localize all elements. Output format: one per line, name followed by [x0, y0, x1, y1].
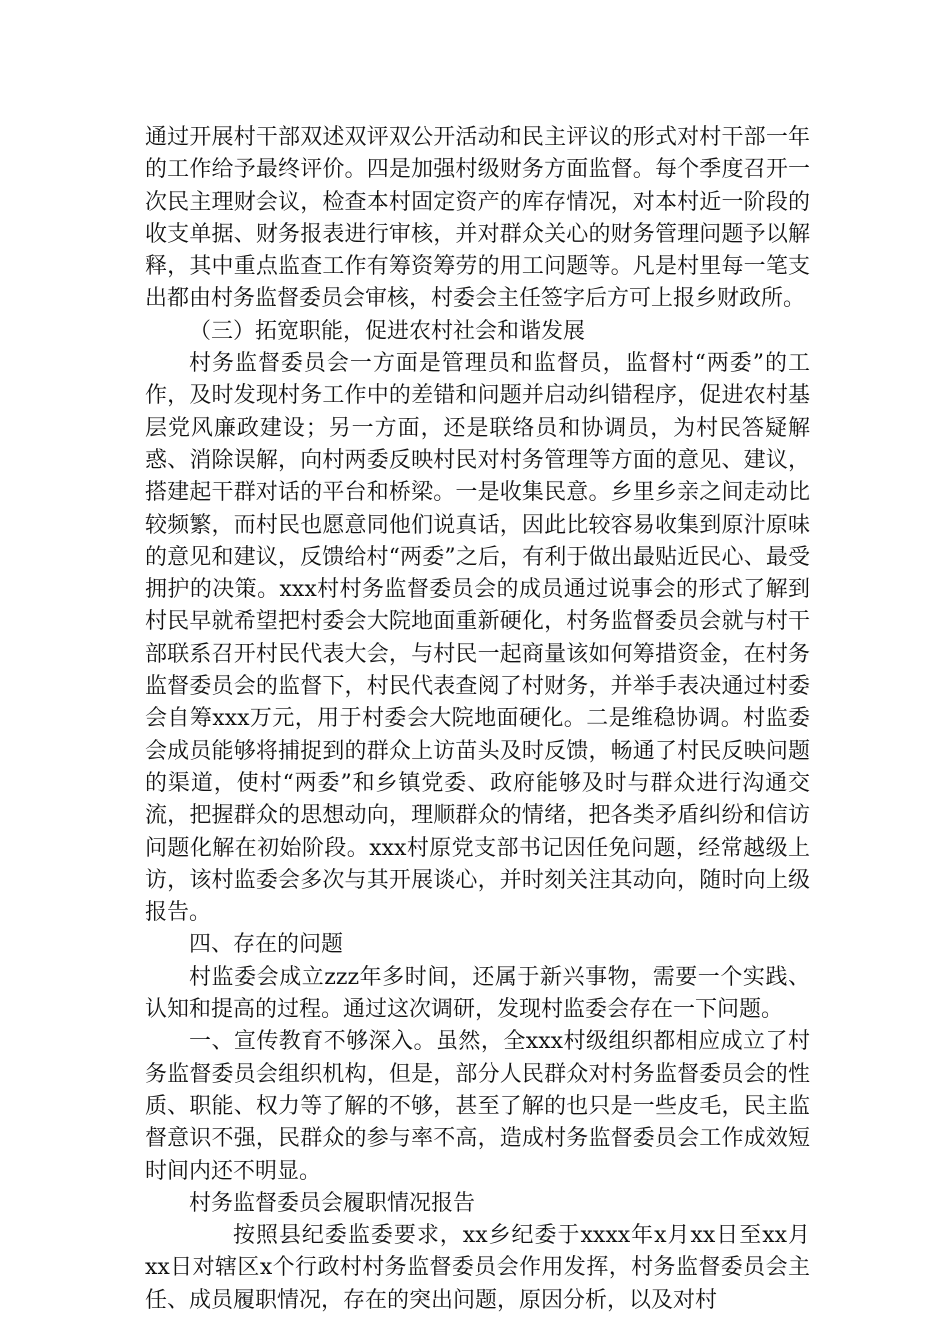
- paragraph-village-cadre-evaluation: 通过开展村干部双述双评双公开活动和民主评议的形式对村干部一年的工作给予最终评价。四是加强村级财务方面监督。每个季度召开一次民主理财会议，检查本村固定资产的库存情况，对本村近一阶段的收支单据、财务报表进行审核，并对群众关心的财务管理问题予以解释，其中重点监查工作有筹资筹劳的用工问题等。凡是村里每一笔支出都由村务监督委员会审核，村委会主任签字后方可上报乡财政所。: [145, 125, 810, 312]
- paragraph-supervision-committee-roles: 村务监督委员会一方面是管理员和监督员，监督村“两委”的工作，及时发现村务工作中的差错和问题并启动纠错程序，促进农村基层党风廉政建设；另一方面，还是联络员和协调员，为村民答疑解惑、消除误解，向村两委反映村民对村务管理等方面的意见、建议，搭建起干群对话的平台和桥梁。一是收集民意。乡里乡亲之间走动比较频繁，而村民也愿意同他们说真话，因此比较容易收集到原汁原味的意见和建议，反馈给村“两委”之后，有利于做出最贴近民心、最受拥护的决策。xxx村村务监督委员会的成员通过说事会的形式了解到村民早就希望把村委会大院地面重新硬化，村务监督委员会就与村干部联系召开村民代表大会，与村民一起商量该如何筹措资金，在村务监督委员会的监督下，村民代表查阅了村财务，并举手表决通过村委会自筹xxx万元，用于村委会大院地面硬化。二是维稳协调。村监委会成员能够将捕捉到的群众上访苗头及时反馈，畅通了村民反映问题的渠道，使村“两委”和乡镇党委、政府能够及时与群众进行沟通交流，把握群众的思想动向，理顺群众的情绪，把各类矛盾纠纷和信访问题化解在初始阶段。xxx村原党支部书记因任免问题，经常越级上访，该村监委会多次与其开展谈心，并时刻关注其动向，随时向上级报告。: [145, 351, 810, 926]
- document-page: [145, 122, 810, 1317]
- section-heading-existing-problems: 四、存在的问题: [189, 932, 344, 958]
- report-title: 村务监督委员会履职情况报告: [189, 1190, 476, 1216]
- paragraph-publicity-insufficient: 一、宣传教育不够深入。虽然，全xxx村级组织都相应成立了村务监督委员会组织机构，但是，部分人民群众对村务监督委员会的性质、职能、权力等了解的不够，甚至了解的也只是一些皮毛，民主监督意识不强，民群众的参与率不高，造成村务监督委员会工作成效短时间内还不明显。: [145, 1029, 810, 1184]
- paragraph-report-intro: 按照县纪委监委要求，xx乡纪委于xxxx年x月xx日至xx月xx日对辖区x个行政村村务监督委员会作用发挥，村务监督委员会主任、成员履职情况，存在的突出问题，原因分析，以及对村: [145, 1223, 810, 1313]
- section-heading-expand-functions: （三）拓宽职能，促进农村社会和谐发展: [189, 318, 586, 344]
- paragraph-problems-intro: 村监委会成立zzz年多时间，还属于新兴事物，需要一个实践、认知和提高的过程。通过这次调研，发现村监委会存在一下问题。: [145, 964, 810, 1023]
